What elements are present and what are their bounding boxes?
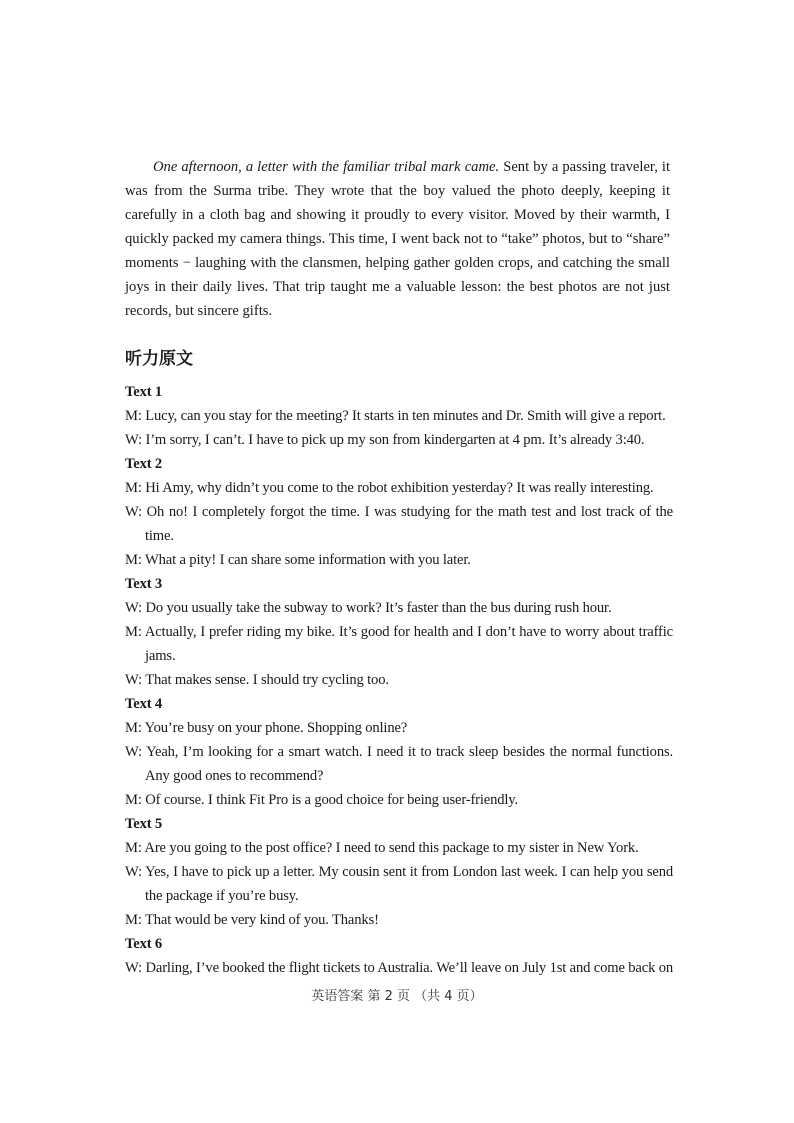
text-heading: Text 3 bbox=[125, 576, 163, 592]
page-footer: 英语答案 第 2 页 （共 4 页） bbox=[311, 989, 483, 1004]
paragraph-body: Sent by a passing traveler, it was from the Surma tribe. They wrote that the boy valued the photo deeply, keeping it carefully in a cloth bag and showing it proudly to every visitor. Moved by their warmth, I quickly packed my camera things. This time, I went back not to “take” photos, but to “share” moments − laughing with the clansmen, helping gather golden crops, and catching the small joys in their daily lives. That trip taught me a valuable lesson: the best photos are not just records, but sincere gifts. bbox=[125, 159, 671, 319]
dialogue-line: W: Darling, I’ve booked the flight tickets to Australia. We’ll leave on July 1st and come back on bbox=[125, 960, 674, 976]
dialogue-line: M: What a pity! I can share some information with you later. bbox=[125, 552, 471, 568]
dialogue-line: M: Are you going to the post office? I need to send this package to my sister in New York. bbox=[125, 840, 639, 856]
story-paragraph bbox=[125, 155, 670, 323]
dialogue-line: M: Hi Amy, why didn’t you come to the robot exhibition yesterday? It was really interesting. bbox=[125, 480, 654, 496]
transcript-column bbox=[0, 380, 794, 1026]
dialogue-line: M: Lucy, can you stay for the meeting? It starts in ten minutes and Dr. Smith will give a report. bbox=[125, 408, 666, 424]
dialogue-line: W: I’m sorry, I can’t. I have to pick up my son from kindergarten at 4 pm. It’s already 3:40. bbox=[125, 432, 645, 448]
text-heading: Text 4 bbox=[125, 696, 163, 712]
text-heading: Text 1 bbox=[125, 384, 163, 400]
dialogue-line: W: Yeah, I’m looking for a smart watch. I need it to track sleep besides the normal functions. Any good ones to recommend? bbox=[125, 744, 673, 784]
dialogue-line: W: Oh no! I completely forgot the time. I was studying for the math test and lost track of the time. bbox=[125, 504, 673, 544]
listening-transcript bbox=[125, 380, 673, 980]
dialogue-line: M: Actually, I prefer riding my bike. It’s good for health and I don’t have to worry about traffic jams. bbox=[125, 624, 673, 664]
dialogue-line: W: Yes, I have to pick up a letter. My cousin sent it from London last week. I can help you send the package if you’re busy. bbox=[125, 864, 673, 904]
dialogue-line: W: Do you usually take the subway to work? It’s faster than the bus during rush hour. bbox=[125, 600, 612, 616]
dialogue-line: M: That would be very kind of you. Thanks! bbox=[125, 912, 379, 928]
text-heading: Text 6 bbox=[125, 936, 163, 952]
dialogue-line: M: You’re busy on your phone. Shopping online? bbox=[125, 720, 408, 736]
dialogue-line: M: Of course. I think Fit Pro is a good choice for being user-friendly. bbox=[125, 792, 519, 808]
text-heading: Text 5 bbox=[125, 816, 163, 832]
dialogue-line: W: That makes sense. I should try cycling too. bbox=[125, 672, 389, 688]
section-title: 听力原文 bbox=[125, 349, 193, 369]
text-heading: Text 2 bbox=[125, 456, 163, 472]
italic-lead: One afternoon, a letter with the familiar tribal mark came. bbox=[153, 159, 500, 175]
